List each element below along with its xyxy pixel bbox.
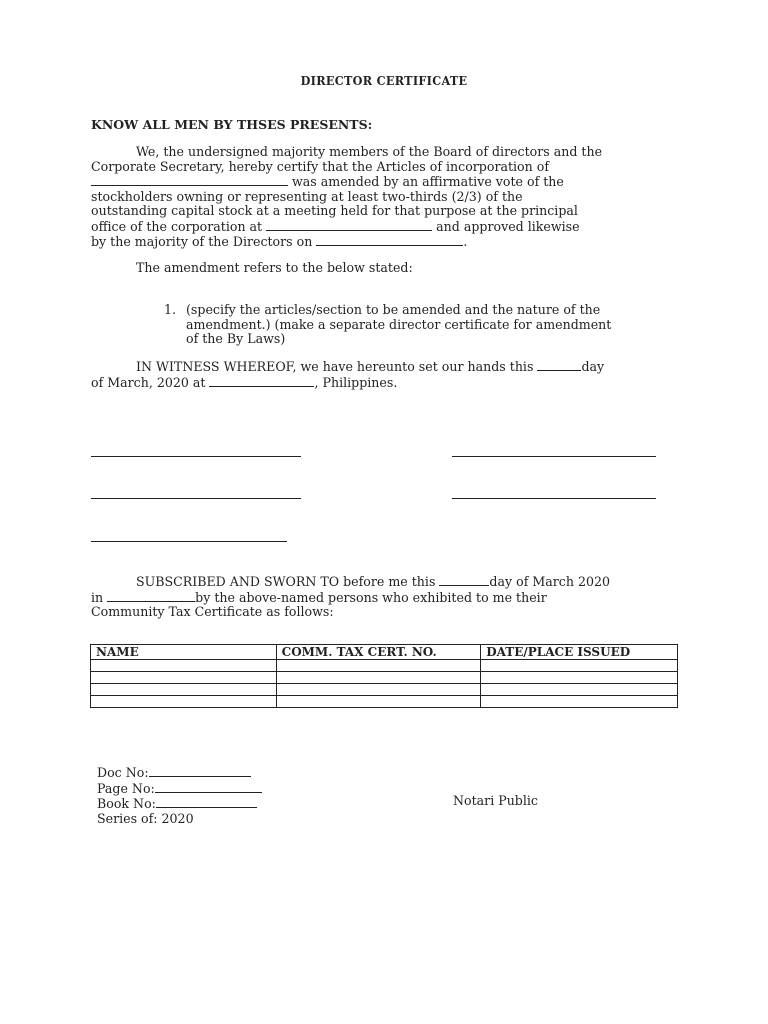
book-no-label: Book No: — [97, 796, 156, 811]
intro-line — [91, 219, 681, 235]
table-row — [91, 672, 678, 684]
signature-line — [452, 498, 656, 499]
intro-line: by the majority of the Directors on . — [91, 234, 468, 249]
sworn-line — [91, 574, 681, 590]
doc-no-blank — [149, 765, 251, 777]
list-item-line: of the By Laws) — [186, 331, 286, 346]
column-header-date-place: DATE/PLACE ISSUED — [481, 645, 678, 660]
amendment-intro — [91, 261, 681, 276]
table-cell — [91, 684, 277, 696]
signature-line — [91, 541, 287, 542]
table-cell — [276, 696, 481, 708]
witness-paragraph — [91, 359, 681, 390]
sworn-paragraph — [91, 574, 681, 620]
signature-line — [91, 456, 301, 457]
sworn-place-blank — [107, 590, 195, 602]
sworn-line: Community Tax Certificate as follows: — [91, 604, 334, 619]
amendment-intro-text: The amendment refers to the below stated: — [136, 260, 413, 275]
series-row: Series of: 2020 — [97, 810, 194, 826]
signature-line — [91, 498, 301, 499]
intro-line-text: was amended by an affirmative vote of the — [292, 174, 564, 189]
table-cell — [276, 660, 481, 672]
table-cell — [481, 684, 678, 696]
witness-line — [91, 359, 681, 375]
witness-text: of March, 2020 at — [91, 374, 206, 390]
sworn-text: by the above-named persons who exhibited to me their — [195, 589, 547, 605]
list-item-line: amendment.) (make a separate director certificate for amendment — [186, 316, 612, 332]
intro-line-text: and approved likewise — [436, 218, 580, 234]
intro-line-text: by the majority of the Directors on — [91, 234, 313, 249]
table-cell — [481, 696, 678, 708]
table-cell — [91, 660, 277, 672]
intro-line: stockholders owning or representing at least two-thirds (2/3) of the — [91, 188, 523, 204]
corporation-name-blank — [91, 174, 288, 186]
table-row — [91, 660, 678, 672]
doc-no-label: Doc No: — [97, 765, 149, 780]
page-no-row — [97, 781, 262, 797]
table-cell — [276, 684, 481, 696]
table-cell — [91, 672, 277, 684]
intro-line: outstanding capital stock at a meeting held for that purpose at the principal — [91, 203, 578, 218]
column-header-cert-no: COMM. TAX CERT. NO. — [276, 645, 481, 660]
principal-office-blank — [266, 219, 432, 231]
table-cell — [481, 660, 678, 672]
list-item-line: (specify the articles/section to be amended and the nature of the — [186, 302, 601, 317]
table-row — [91, 696, 678, 708]
sworn-day-blank — [439, 574, 489, 586]
list-item — [186, 303, 611, 347]
sworn-text: in — [91, 589, 104, 605]
witness-day-blank — [537, 359, 581, 371]
table-header-row — [91, 645, 678, 660]
table-cell — [91, 696, 277, 708]
signature-line — [452, 456, 656, 457]
book-no-blank — [156, 796, 257, 808]
witness-line — [91, 375, 681, 391]
intro-line: We, the undersigned majority members of the Board of directors and the — [136, 144, 603, 159]
table-row — [91, 684, 678, 696]
intro-line — [91, 174, 681, 190]
sworn-text: SUBSCRIBED AND SWORN TO before me this — [136, 574, 436, 589]
witness-text: , Philippines. — [314, 374, 398, 390]
sworn-text: day of March 2020 — [489, 574, 610, 589]
doc-no-row — [97, 765, 262, 781]
table-cell — [481, 672, 678, 684]
notarial-block — [97, 765, 262, 826]
column-header-name: NAME — [91, 645, 277, 660]
list-item-number: 1. — [164, 302, 177, 317]
notary-public-label: Notari Public — [453, 793, 538, 808]
intro-paragraph — [91, 145, 681, 250]
intro-line: Corporate Secretary, hereby certify that the Articles of incorporation of — [91, 158, 549, 174]
directors-date-blank — [316, 234, 463, 246]
book-no-row — [97, 796, 262, 812]
sworn-line — [91, 590, 681, 606]
intro-line-text: office of the corporation at — [91, 218, 263, 234]
page-no-blank — [155, 781, 262, 793]
witness-text: IN WITNESS WHEREOF, we have hereunto set our hands this — [136, 359, 534, 374]
page-no-label: Page No: — [97, 780, 155, 796]
community-tax-table — [90, 644, 678, 708]
witness-place-blank — [209, 375, 314, 387]
table-cell — [276, 672, 481, 684]
witness-text: day — [581, 359, 605, 374]
document-title: DIRECTOR CERTIFICATE — [300, 73, 468, 88]
opening-heading: KNOW ALL MEN BY THSES PRESENTS: — [91, 117, 373, 132]
